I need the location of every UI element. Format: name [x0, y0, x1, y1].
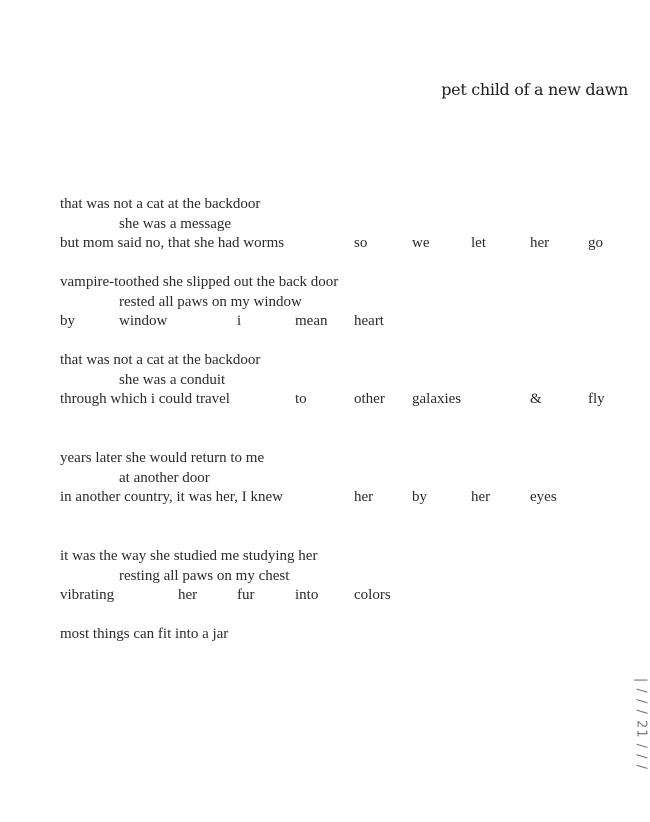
poem-text: that was not a cat at the backdoor — [60, 352, 261, 368]
poem-word: her — [354, 489, 374, 505]
page-title: pet child of a new dawn — [441, 80, 628, 99]
poem-word: her — [530, 235, 550, 251]
poem-word: to — [295, 391, 307, 407]
poem-text: she was a conduit — [119, 372, 226, 388]
poem-text: it was the way she studied me studying her — [60, 548, 318, 564]
poem-word: i — [237, 313, 242, 329]
poem-word: let — [471, 235, 486, 251]
poem-word: heart — [354, 313, 384, 329]
poem-text: resting all paws on my chest — [119, 568, 290, 584]
poem-text: in another country, it was her, I knew — [60, 489, 283, 505]
poem-word: vibrating — [60, 587, 115, 603]
poem-text: at another door — [119, 470, 210, 486]
poem-word: into — [295, 587, 319, 603]
poem-word: go — [588, 235, 603, 251]
poem-text: through which i could travel — [60, 391, 230, 407]
poem-word: her — [178, 587, 198, 603]
poem-word: fly — [588, 391, 605, 407]
poem-word: her — [471, 489, 491, 505]
poem-text: most things can fit into a jar — [60, 626, 229, 642]
poem-text: vampire-toothed she slipped out the back door — [60, 274, 339, 290]
poem-word: galaxies — [412, 391, 462, 407]
poem-text: she was a message — [119, 216, 232, 232]
poem-word: so — [354, 235, 368, 251]
poem-text: but mom said no, that she had worms — [60, 235, 285, 251]
poem-word: by — [60, 313, 75, 329]
poem-word: colors — [354, 587, 391, 603]
poem-word: mean — [295, 313, 328, 329]
poem-word: by — [412, 489, 427, 505]
page-number — [630, 677, 650, 771]
poem-word: eyes — [530, 489, 557, 505]
poem-text: that was not a cat at the backdoor — [60, 196, 261, 212]
poem-word: we — [412, 235, 430, 251]
poem-word: window — [119, 313, 168, 329]
poem-text: rested all paws on my window — [119, 294, 302, 310]
poem-text: years later she would return to me — [60, 450, 265, 466]
poem-word: fur — [237, 587, 255, 603]
page-number-text: | / / / 21 / / / — [633, 677, 649, 771]
poem-word: & — [530, 391, 542, 407]
poem-word: other — [354, 391, 385, 407]
